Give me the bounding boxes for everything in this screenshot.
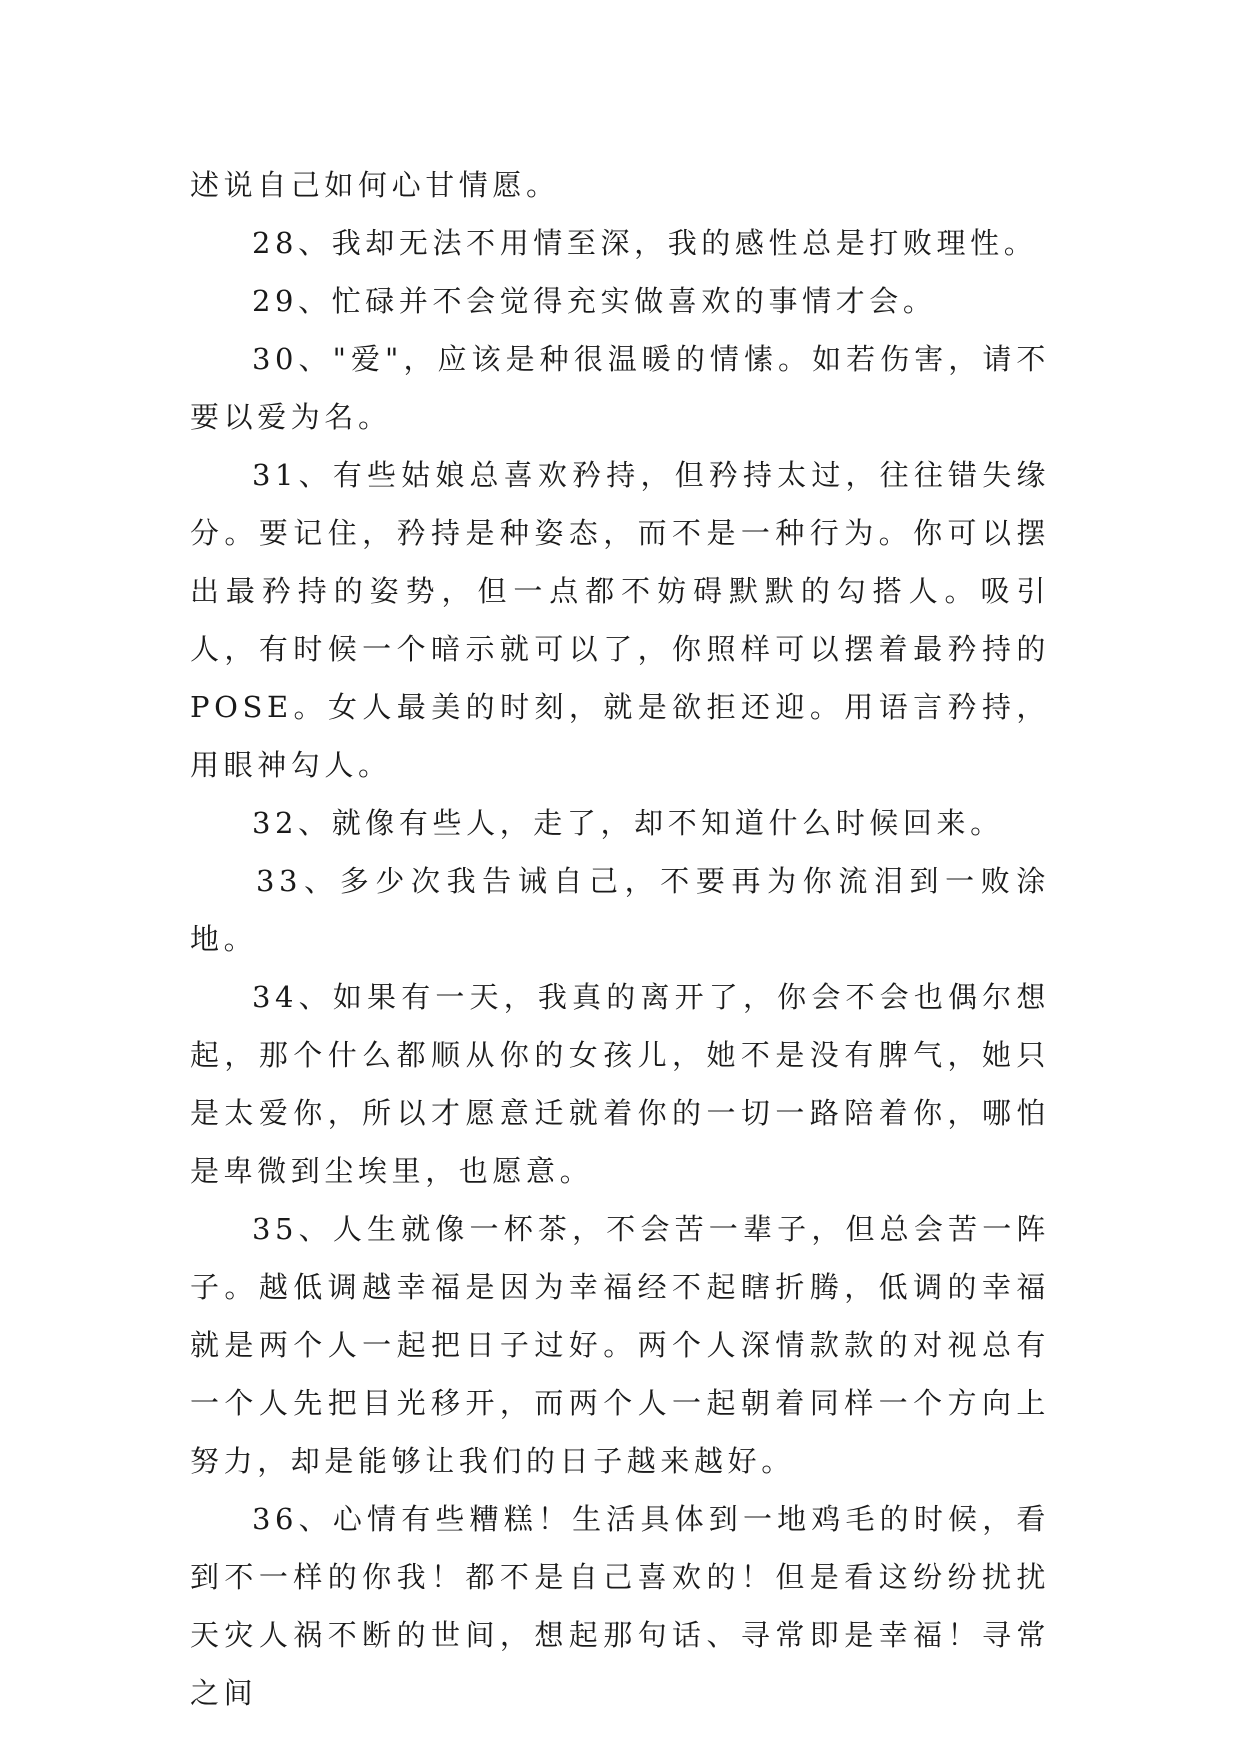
document-body	[190, 156, 1050, 1722]
paragraph-29: 29、忙碌并不会觉得充实做喜欢的事情才会。	[252, 284, 937, 318]
paragraph-35: 35、人生就像一杯茶，不会苦一辈子，但总会苦一阵子。越低调越幸福是因为幸福经不起瞎折腾，低调的幸福就是两个人一起把日子过好。两个人深情款款的对视总有一个人先把目光移开，而两个人一起朝着同样一个方向上努力，却是能够让我们的日子越来越好。	[190, 1212, 1050, 1478]
paragraph-30: 30、"爱"，应该是种很温暖的情愫。如若伤害，请不要以爱为名。	[190, 342, 1050, 434]
paragraph-28: 28、我却无法不用情至深，我的感性总是打败理性。	[252, 226, 1038, 260]
paragraph-continuation: 述说自己如何心甘情愿。	[190, 168, 560, 202]
paragraph-31: 31、有些姑娘总喜欢矜持，但矜持太过，往往错失缘分。要记住，矜持是种姿态，而不是一种行为。你可以摆出最矜持的姿势，但一点都不妨碍默默的勾搭人。吸引人，有时候一个暗示就可以了，你照样可以摆着最矜持的POSE。女人最美的时刻，就是欲拒还迎。用语言矜持，用眼神勾人。	[190, 458, 1050, 782]
paragraph-34: 34、如果有一天，我真的离开了，你会不会也偶尔想起，那个什么都顺从你的女孩儿，她不是没有脾气，她只是太爱你，所以才愿意迁就着你的一切一路陪着你，哪怕是卑微到尘埃里，也愿意。	[190, 980, 1050, 1188]
paragraph-32: 32、就像有些人，走了，却不知道什么时候回来。	[252, 806, 1004, 840]
paragraph-36: 36、心情有些糟糕！生活具体到一地鸡毛的时候，看到不一样的你我！都不是自己喜欢的！但是看这纷纷扰扰天灾人祸不断的世间，想起那句话、寻常即是幸福！寻常之间	[190, 1502, 1050, 1710]
paragraph-33: 33、多少次我告诫自己，不要再为你流泪到一败涂地。	[190, 864, 1050, 956]
